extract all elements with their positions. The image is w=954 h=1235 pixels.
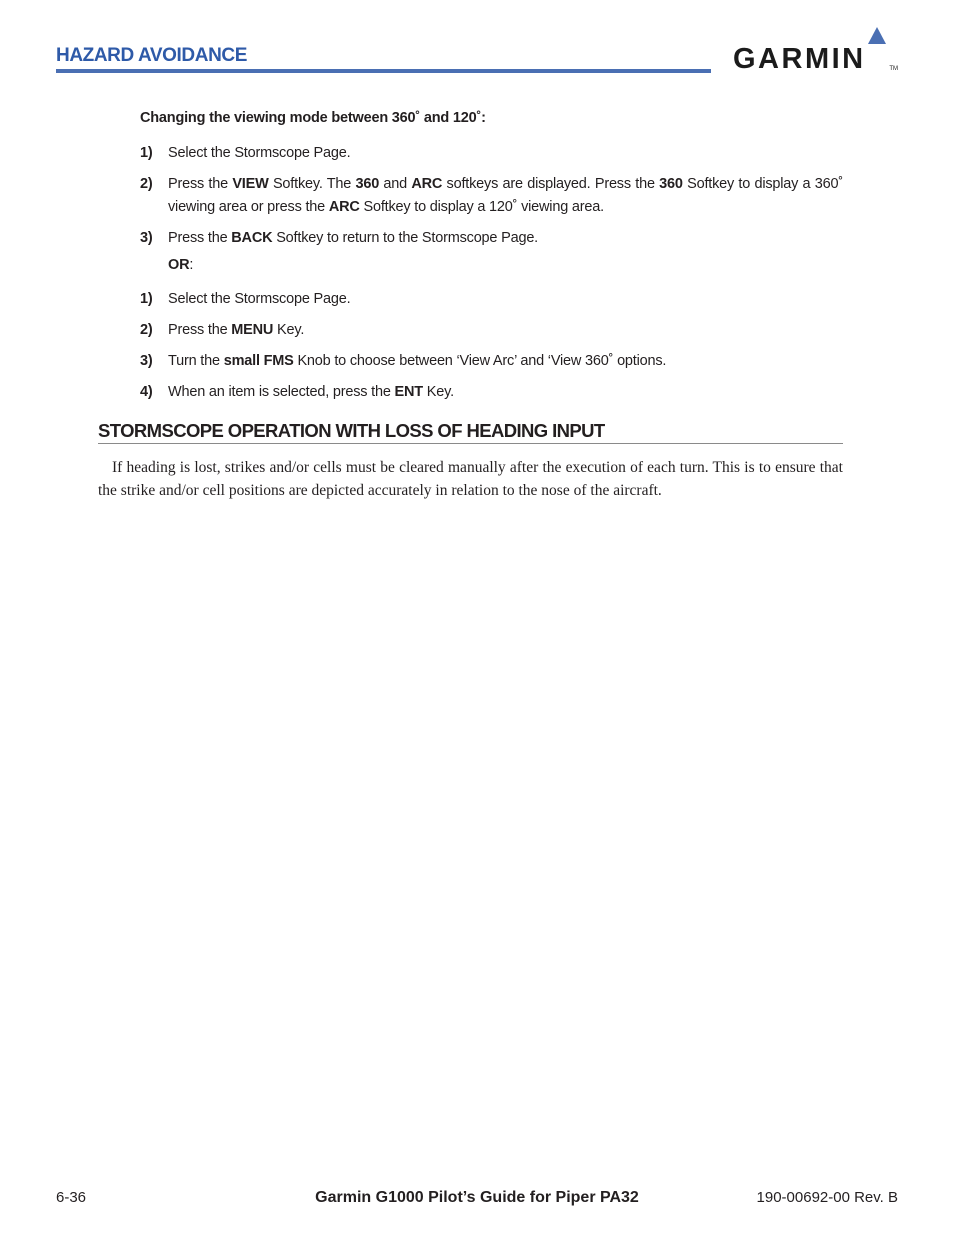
procedure-step — [140, 227, 843, 250]
step-text: When an item is selected, press the ENT Key. — [168, 384, 454, 400]
step-text: Press the BACK Softkey to return to the Stormscope Page. — [168, 230, 539, 246]
step-number: 1) — [140, 291, 153, 307]
step-text: Press the MENU Key. — [168, 322, 305, 338]
step-text: Turn the small FMS Knob to choose between ‘View Arc’ and ‘View 360˚ options. — [168, 353, 667, 369]
procedure-step — [140, 350, 843, 373]
footer-doc-number: 190-00692-00 Rev. B — [756, 1189, 898, 1206]
key-name: ARC — [411, 176, 443, 192]
step-text: Press the VIEW Softkey. The 360 and ARC softkeys are displayed. Press the 360 Softkey to display a 360˚ viewing area or press the ARC Softkey to display a 120˚ viewing area. — [168, 176, 843, 215]
key-name: MENU — [231, 322, 274, 338]
step-number: 1) — [140, 145, 153, 161]
procedure-step — [140, 173, 843, 219]
footer-title: Garmin G1000 Pilot’s Guide for Piper PA32 — [315, 1189, 639, 1206]
section-heading: STORMSCOPE OPERATION WITH LOSS OF HEADING INPUT — [98, 420, 605, 441]
procedure-step — [140, 319, 843, 342]
key-name: small FMS — [223, 353, 294, 369]
or-line — [168, 257, 193, 273]
procedure-step — [140, 381, 843, 404]
logo-triangle-icon — [867, 27, 887, 45]
key-name: 360 — [355, 176, 380, 192]
step-text: Select the Stormscope Page. — [168, 145, 351, 161]
footer-page-number: 6-36 — [56, 1189, 87, 1206]
key-name: ARC — [328, 199, 360, 215]
key-name: VIEW — [232, 176, 269, 192]
logo-wordmark: GARMIN — [733, 43, 866, 75]
step-number: 3) — [140, 353, 153, 369]
section-heading-rule — [98, 443, 843, 444]
step-number: 4) — [140, 384, 153, 400]
garmin-logo — [733, 25, 898, 77]
section-title: HAZARD AVOIDANCE — [56, 45, 247, 66]
step-number: 2) — [140, 322, 153, 338]
step-number: 3) — [140, 230, 153, 246]
or-suffix: : — [189, 257, 194, 273]
step-number: 2) — [140, 176, 153, 192]
key-name: BACK — [231, 230, 273, 246]
procedure-step — [140, 288, 843, 311]
procedure-step — [140, 142, 843, 165]
body-paragraph: If heading is lost, strikes and/or cells must be cleared manually after the execution of each turn. This is to ensure that the strike and/or cell positions are depicted accurately in relation to the nose of the aircraft. — [98, 459, 843, 499]
or-label: OR — [168, 257, 190, 273]
header-rule — [56, 69, 711, 73]
logo-trademark: TM — [889, 66, 898, 72]
key-name: 360 — [659, 176, 683, 192]
step-text: Select the Stormscope Page. — [168, 291, 351, 307]
procedure-title: Changing the viewing mode between 360˚ and 120˚: — [140, 110, 486, 126]
key-name: ENT — [394, 384, 423, 400]
